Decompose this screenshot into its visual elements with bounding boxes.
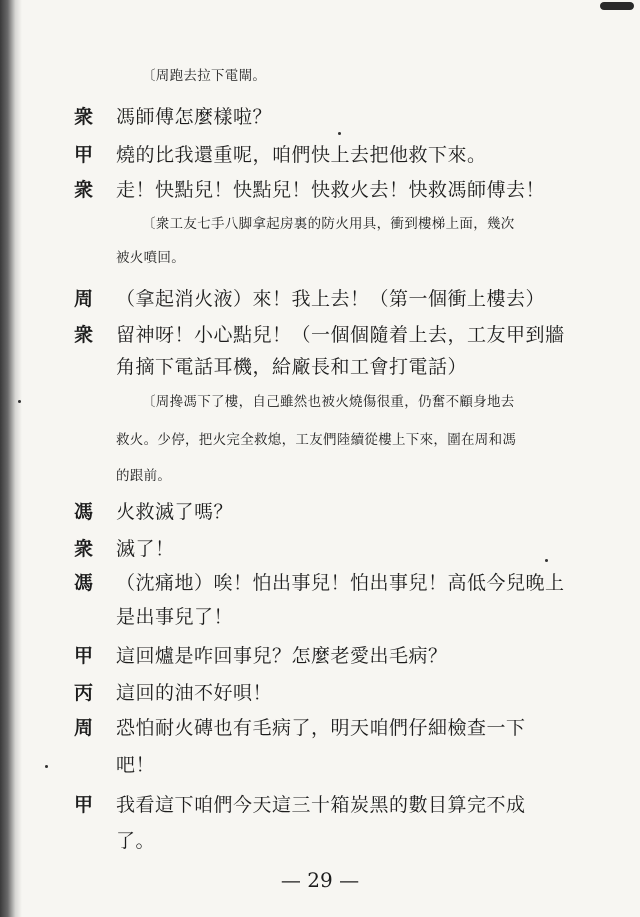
scan-shadow-edge (0, 0, 22, 917)
speaker-label: 甲 (74, 794, 94, 816)
dialogue-continuation (116, 826, 155, 853)
dialogue-text: 走！快點兒！快點兒！快救火去！快救馮師傅去！ (116, 179, 546, 201)
speaker-label: 馮 (74, 501, 94, 523)
dialogue-text: 這回的油不好唄！ (116, 682, 273, 704)
speaker-label: 衆 (74, 324, 94, 346)
speaker-label: 衆 (74, 106, 94, 128)
dialogue-text: 我看這下咱們今天這三十箱炭黑的數目算完不成 (116, 794, 526, 816)
stage-direction-text: 的跟前。 (116, 468, 172, 484)
stage-direction-text: 〔周跑去拉下電閘。 (142, 68, 267, 84)
dialogue-text: 這回爐是咋回事兒？怎麼老愛出毛病？ (116, 645, 448, 667)
dialogue-continuation (116, 602, 233, 629)
stage-direction-line (142, 212, 515, 232)
speaker-label: 甲 (74, 645, 94, 667)
stage-direction-text: 救火。少停，把火完全救熄，工友們陸續從樓上下來，圍在周和馮 (116, 432, 517, 448)
dialogue-continuation (116, 352, 467, 379)
dialogue-text: 留神呀！小心點兒！（一個個隨着上去，工友甲到牆 (116, 324, 565, 346)
speaker-label: 周 (74, 717, 94, 739)
stage-direction-text: 被火噴回。 (116, 250, 185, 266)
page-number: — 29 — (280, 868, 360, 892)
dialogue-continuation (116, 750, 155, 777)
speaker-label: 丙 (74, 682, 94, 704)
speck (545, 559, 548, 562)
dialogue-text: 了。 (116, 830, 156, 852)
dialogue-text: 吧！ (116, 754, 156, 776)
dialogue-text: 滅了！ (116, 538, 175, 560)
stage-direction-line (116, 464, 171, 484)
speaker-label: 馮 (74, 572, 94, 594)
dialogue-text: 角摘下電話耳機，給廠長和工會打電話） (116, 356, 468, 378)
speaker-label: 甲 (74, 144, 94, 166)
speaker-label: 衆 (74, 179, 94, 201)
speck (45, 765, 48, 768)
speck (338, 132, 341, 135)
ink-smudge (600, 2, 634, 10)
speck (18, 400, 21, 403)
dialogue-text: 火救滅了嗎？ (116, 501, 234, 523)
speaker-label: 周 (74, 288, 94, 310)
dialogue-text: （沈痛地）唉！怕出事兒！怕出事兒！高低今兒晚上 (116, 572, 565, 594)
dialogue-text: 恐怕耐火磚也有毛病了，明天咱們仔細檢查一下 (116, 717, 526, 739)
dialogue-text: 燒的比我還重呢，咱們快上去把他救下來。 (116, 144, 487, 166)
stage-direction-text: 〔周搀馮下了樓，自己雖然也被火燒傷很重，仍奮不顧身地去 (142, 394, 515, 410)
dialogue-text: 馮師傅怎麼樣啦？ (116, 106, 273, 128)
dialogue-text: （拿起消火液）來！我上去！（第一個衝上樓去） (116, 288, 546, 310)
stage-direction-line (116, 428, 516, 448)
speaker-label: 衆 (74, 538, 94, 560)
stage-direction-text: 〔衆工友七手八脚拿起房裏的防火用具，衝到樓梯上面，幾次 (142, 216, 515, 232)
dialogue-text: 是出事兒了！ (116, 606, 234, 628)
stage-direction-line (142, 64, 266, 84)
stage-direction-line (116, 246, 185, 266)
stage-direction-line (142, 390, 515, 410)
